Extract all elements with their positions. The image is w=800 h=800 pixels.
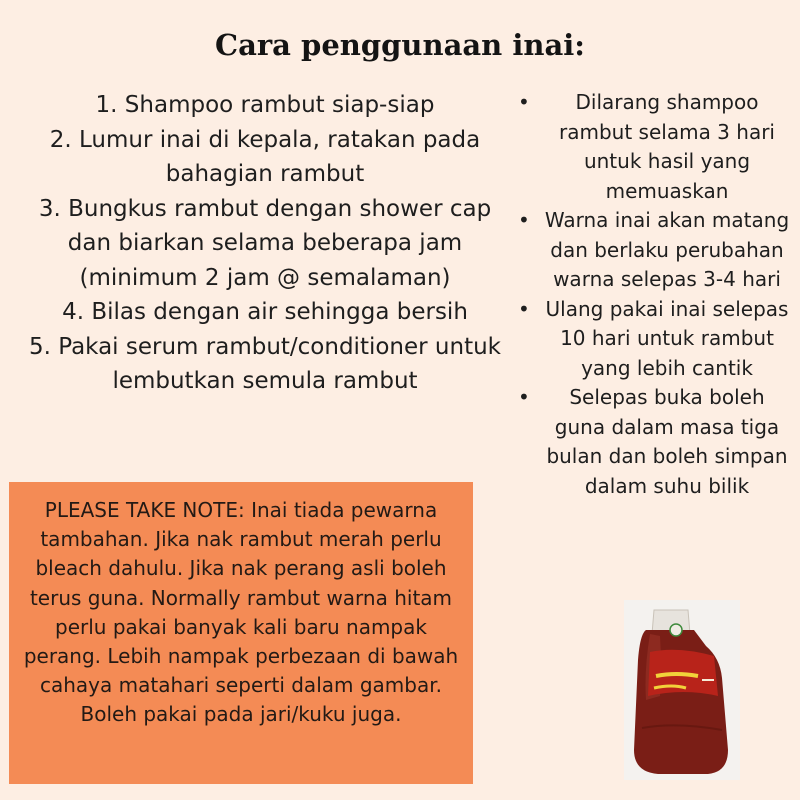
henna-pouch-icon	[624, 600, 740, 780]
tip-item	[512, 295, 790, 384]
bullet-icon: •	[518, 385, 530, 409]
tip-text: Dilarang shampoo rambut selama 3 hari untuk hasil yang memuaskan	[559, 90, 775, 203]
usage-step: 1. Shampoo rambut siap-siap	[95, 92, 435, 118]
tip-item	[512, 206, 790, 295]
note-text: Inai tiada pewarna tambahan. Jika nak rambut merah perlu bleach dahulu. Jika nak perang asli boleh terus guna. Normally rambut warna hitam perlu pakai banyak kali baru nampak perang. Lebih nampak perbezaan di bawah cahaya matahari seperti dalam gambar. Boleh pakai pada jari/kuku juga.	[23, 498, 459, 727]
tip-item	[512, 88, 790, 206]
note-box	[9, 482, 473, 784]
bullet-icon: •	[518, 90, 530, 114]
usage-steps-list	[22, 88, 508, 399]
usage-step: 3. Bungkus rambut dengan shower cap dan biarkan selama beberapa jam (minimum 2 jam @ semalaman)	[38, 195, 492, 291]
page-title: Cara penggunaan inai:	[215, 28, 585, 62]
usage-step: 5. Pakai serum rambut/conditioner untuk lembutkan semula rambut	[28, 333, 501, 394]
tip-item	[512, 383, 790, 501]
product-photo	[624, 600, 740, 780]
note-label: PLEASE TAKE NOTE:	[44, 498, 245, 522]
tips-list	[512, 88, 790, 501]
usage-step: 2. Lumur inai di kepala, ratakan pada bahagian rambut	[49, 126, 481, 187]
usage-step: 4. Bilas dengan air sehingga bersih	[62, 299, 468, 325]
bullet-icon: •	[518, 296, 530, 321]
tip-text: Warna inai akan matang dan berlaku perubahan warna selepas 3-4 hari	[544, 208, 790, 291]
tip-text: Ulang pakai inai selepas 10 hari untuk rambut yang lebih cantik	[545, 296, 789, 380]
tip-text: Selepas buka boleh guna dalam masa tiga bulan dan boleh simpan dalam suhu bilik	[546, 385, 788, 498]
bullet-icon: •	[518, 208, 530, 232]
